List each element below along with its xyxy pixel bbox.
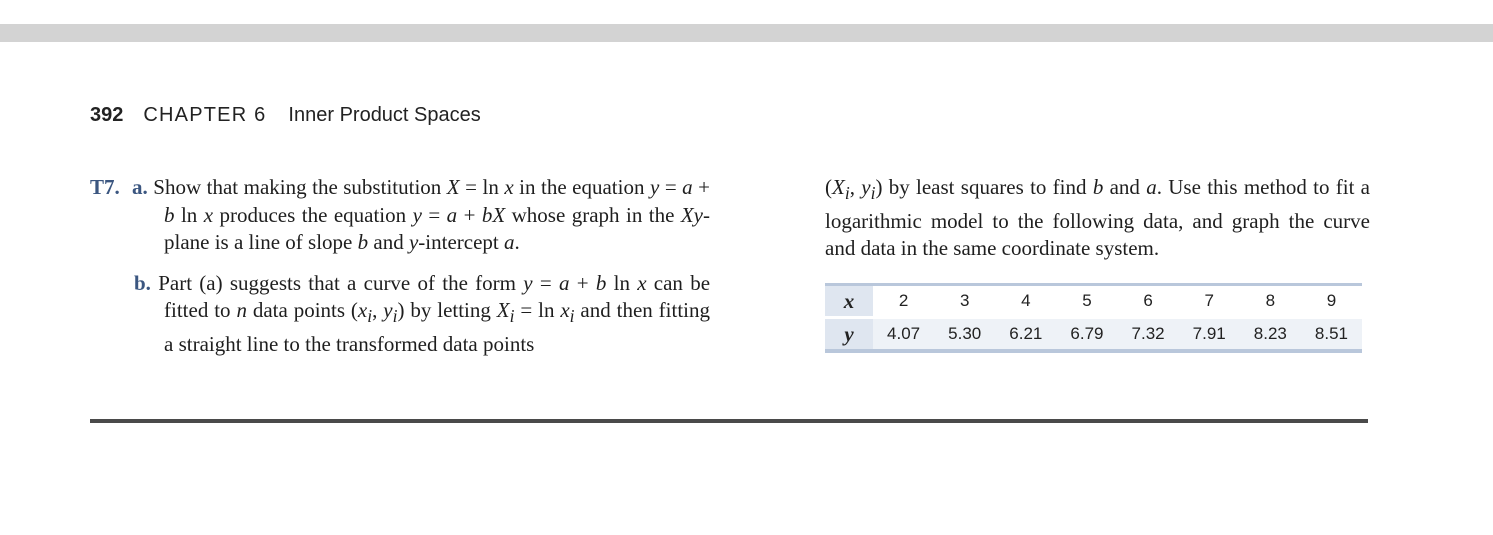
part-b-label: b. xyxy=(134,270,151,295)
right-column xyxy=(825,174,1370,263)
chapter-title: Inner Product Spaces xyxy=(288,104,481,126)
x-cell: 9 xyxy=(1326,291,1337,310)
y-cell: 7.32 xyxy=(1118,319,1179,349)
y-cell: 4.07 xyxy=(873,319,934,349)
x-cell: 3 xyxy=(959,291,970,310)
chapter-label: CHAPTER 6 xyxy=(143,104,267,126)
y-cell: 6.79 xyxy=(1056,319,1117,349)
x-cell: 4 xyxy=(1021,291,1031,310)
bottom-rule xyxy=(90,419,1368,423)
table-row-y xyxy=(825,319,1362,349)
y-cell: 5.30 xyxy=(934,319,995,349)
x-cell: 8 xyxy=(1265,291,1276,310)
y-header: y xyxy=(825,319,873,349)
part-a-label: a. xyxy=(132,175,148,199)
exercise-number: T7. xyxy=(90,175,120,199)
exercise-continuation: ($X_i$, $y_i$) by least squares to find b and a. Use this method to fit a logarithmic model to the following data, and graph the curve and data in the same coordinate system. xyxy=(825,175,1371,261)
x-cell: 2 xyxy=(898,291,909,310)
x-cell: 7 xyxy=(1204,291,1214,310)
x-cell: 6 xyxy=(1143,291,1153,310)
table-row-x xyxy=(825,286,1362,316)
exercise-part-a: T7. a. Show that making the substitution X = ln x in the equation y = a + b ln x produces the equation y = a + bX whose graph in the Xy-plane is a line of slope b and y-intercept a. xyxy=(90,175,711,254)
left-column xyxy=(90,174,710,358)
y-cell: 7.91 xyxy=(1179,319,1240,349)
page-number: 392 xyxy=(90,104,124,126)
running-head xyxy=(90,104,481,127)
data-table xyxy=(825,283,1362,353)
y-cell: 8.51 xyxy=(1301,319,1362,349)
x-header: x xyxy=(825,286,873,316)
x-cell: 5 xyxy=(1082,291,1092,310)
y-cell: 6.21 xyxy=(995,319,1056,349)
top-gray-bar xyxy=(0,24,1493,42)
exercise-part-b: b. Part (a) suggests that a curve of the form y = a + b ln x can be fitted to n data points ($x_i$, $y_i$) by letting $X_i = \ln x_i$ and then fitting a straight line to the transformed data points xyxy=(134,270,711,356)
y-cell: 8.23 xyxy=(1240,319,1301,349)
